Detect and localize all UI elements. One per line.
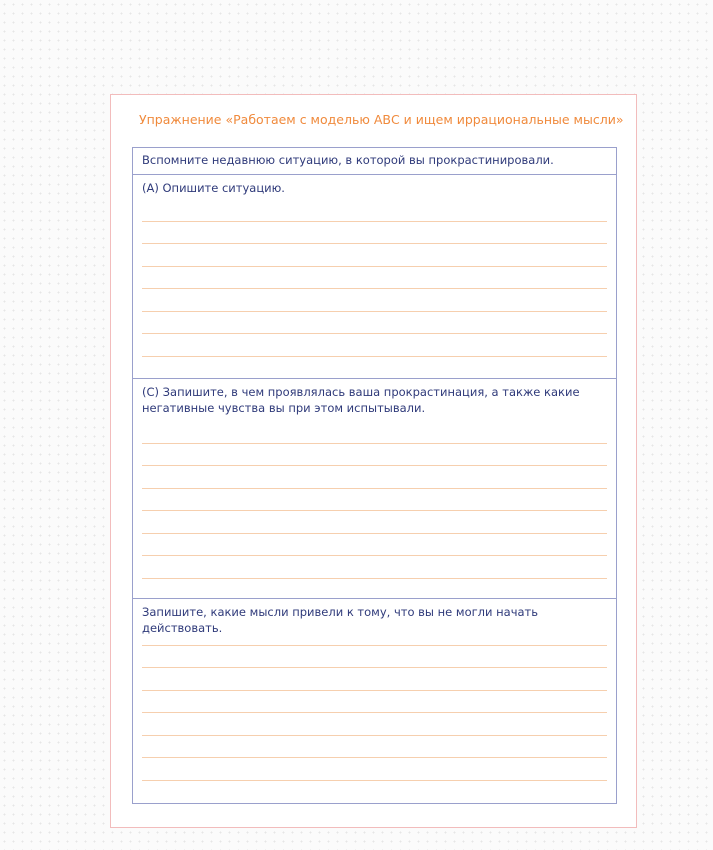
exercise-title: Упражнение «Работаем с моделью АВС и ищем иррациональные мысли» [139, 112, 624, 127]
writing-line [142, 421, 607, 444]
section-a-prompt: (А) Опишите ситуацию. [142, 181, 285, 195]
writing-line [142, 713, 607, 736]
writing-line [142, 511, 607, 534]
writing-line [142, 312, 607, 335]
writing-line [142, 267, 607, 290]
intro-text: Вспомните недавнюю ситуацию, в которой вы прокрастинировали. [142, 153, 554, 167]
worksheet-table [132, 147, 617, 804]
section-c [133, 379, 616, 599]
writing-line [142, 244, 607, 267]
writing-line [142, 199, 607, 222]
writing-line [142, 489, 607, 512]
writing-line [142, 444, 607, 467]
writing-line [142, 534, 607, 557]
writing-line [142, 222, 607, 245]
intro-row [133, 148, 616, 175]
section-b [133, 599, 616, 805]
writing-line [142, 736, 607, 759]
writing-line [142, 466, 607, 489]
section-b-prompt: Запишите, какие мысли привели к тому, что вы не могли начать действовать. [142, 605, 539, 635]
writing-line [142, 623, 607, 646]
writing-line [142, 289, 607, 312]
writing-line [142, 668, 607, 691]
section-c-writing-area[interactable] [142, 421, 607, 579]
writing-line [142, 556, 607, 579]
writing-line [142, 758, 607, 781]
writing-line [142, 691, 607, 714]
section-a [133, 175, 616, 379]
section-a-writing-area[interactable] [142, 199, 607, 357]
writing-line [142, 334, 607, 357]
section-b-writing-area[interactable] [142, 623, 607, 781]
worksheet-page [110, 94, 637, 828]
writing-line [142, 646, 607, 669]
section-c-prompt: (С) Запишите, в чем проявлялась ваша прокрастинация, а также какие негативные чувства вы при этом испытывали. [142, 385, 580, 415]
